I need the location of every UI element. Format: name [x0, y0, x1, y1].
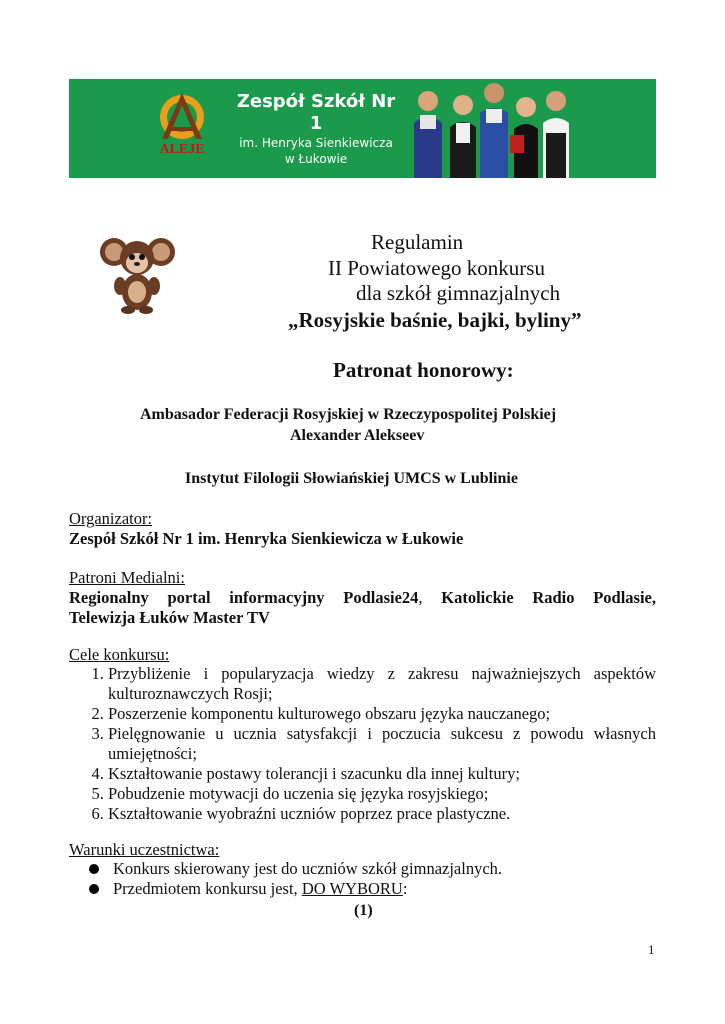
condition-text: Przedmiotem konkursu jest,	[113, 879, 302, 898]
condition-item	[69, 859, 656, 879]
goal-item	[108, 704, 656, 724]
condition-colon: :	[402, 879, 408, 898]
goal-item	[108, 764, 656, 784]
school-name	[231, 91, 401, 167]
goal-text: Kształtowanie wyobraźni uczniów poprzez prace plastyczne.	[108, 804, 511, 823]
doc-title-line2: II Powiatowego konkursu	[328, 256, 545, 280]
sub-number: (1)	[354, 902, 373, 919]
media-label: Patroni Medialni:	[69, 568, 185, 587]
school-banner	[69, 79, 656, 178]
ambassador-line1: Ambasador Federacji Rosyjskiej w Rzeczypospolitej Polskiej	[140, 406, 557, 423]
bullet-icon	[89, 864, 99, 874]
condition-text: Konkurs skierowany jest do uczniów szkół gimnazjalnych.	[113, 859, 503, 878]
condition-choice: DO WYBORU	[301, 879, 403, 898]
goal-text: Kształtowanie postawy tolerancji i szacunku dla innej kultury;	[108, 764, 520, 783]
media-radio: Katolickie Radio Podlasie,	[422, 588, 657, 607]
school-name-line3: w Łukowie	[284, 152, 348, 166]
goal-item	[108, 724, 656, 764]
patronage-heading: Patronat honorowy:	[333, 358, 514, 382]
condition-item	[69, 879, 656, 899]
logo-text: ALEJE	[159, 142, 205, 157]
media-portal: Regionalny portal informacyjny Podlasie24	[69, 588, 419, 607]
doc-title-line1: Regulamin	[371, 230, 464, 254]
goal-item	[108, 804, 656, 824]
media-line1	[69, 588, 656, 608]
contest-name: „Rosyjskie baśnie, bajki, byliny”	[288, 308, 582, 332]
media-line2: Telewizja Łuków Master TV	[69, 608, 270, 627]
goal-item	[108, 784, 656, 804]
goals-list	[69, 664, 656, 824]
goal-text: Poszerzenie komponentu kulturowego obszaru języka nauczanego;	[108, 704, 551, 723]
goals-label: Cele konkursu:	[69, 645, 170, 664]
school-name-line1: Zespół Szkół Nr 1	[236, 91, 396, 134]
organizer-section	[69, 509, 656, 549]
ambassador-line2: Alexander Alekseev	[290, 427, 425, 444]
organizer-label: Organizator:	[69, 509, 153, 528]
goal-text: 3. Pielęgnowanie u ucznia satysfakcji i poczucia sukcesu z powodu własnych	[108, 724, 656, 743]
media-comma: ,	[418, 588, 423, 607]
school-logo	[152, 87, 212, 167]
goal-text-cont: umiejętności;	[108, 744, 197, 763]
goal-item	[108, 664, 656, 704]
organizer-value: Zespół Szkół Nr 1 im. Henryka Sienkiewicza w Łukowie	[69, 529, 464, 548]
conditions-list	[69, 859, 656, 899]
institute-line: Instytut Filologii Słowiańskiej UMCS w Lublinie	[185, 470, 518, 487]
page-number: 1	[648, 942, 655, 957]
doc-title-line3: dla szkół gimnazjalnych	[356, 281, 561, 305]
cheburashka-image	[100, 230, 175, 315]
students-photo	[406, 83, 576, 178]
goal-text: Pobudzenie motywacji do uczenia się języka rosyjskiego;	[108, 784, 489, 803]
conditions-label: Warunki uczestnictwa:	[69, 840, 220, 859]
media-section	[69, 568, 656, 628]
goal-text-cont: kulturoznawczych Rosji;	[108, 684, 273, 703]
bullet-icon	[89, 884, 99, 894]
school-name-line2: im. Henryka Sienkiewicza	[239, 136, 393, 150]
goal-text: 1. Przybliżenie i popularyzacja wiedzy z zakresu najważniejszych aspektów	[108, 664, 656, 683]
